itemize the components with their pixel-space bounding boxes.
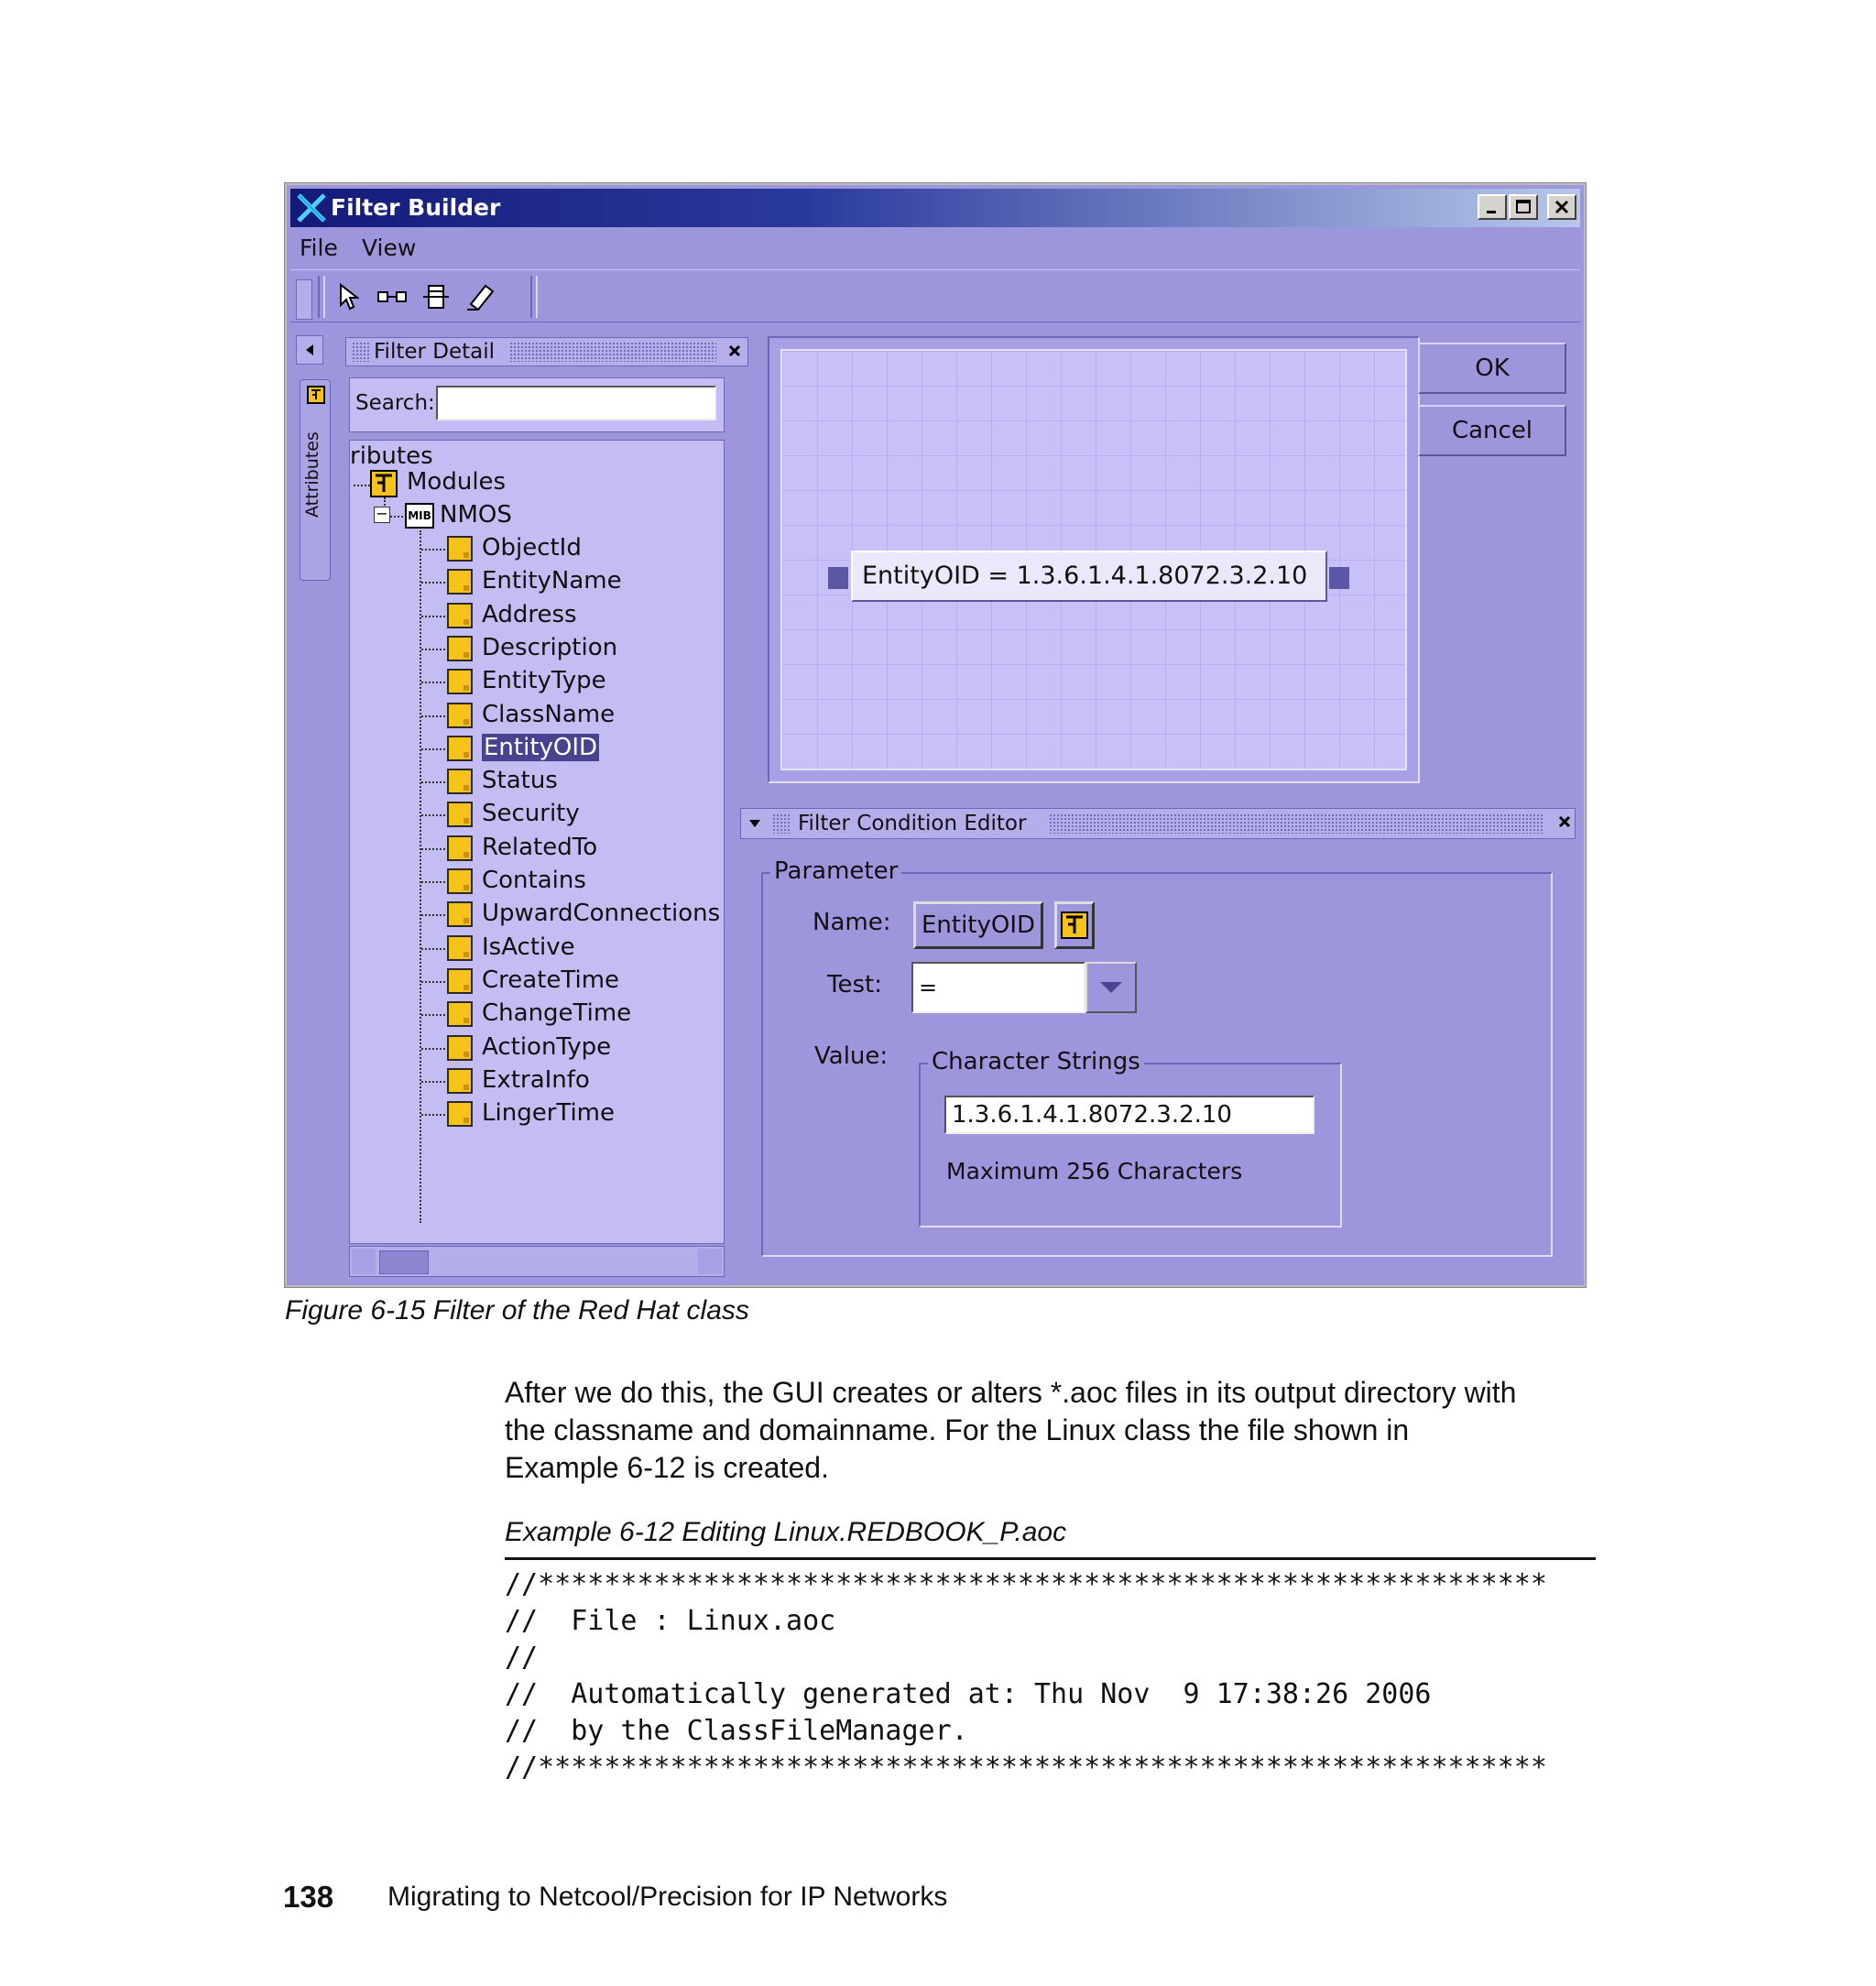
- close-icon: [728, 344, 741, 357]
- tree-item-label: Address: [482, 601, 577, 628]
- eraser-tool-button[interactable]: [463, 279, 497, 314]
- paragraph-line: the classname and domainname. For the Linux class the file shown in: [505, 1413, 1410, 1446]
- attribute-icon: [447, 769, 473, 794]
- minimize-icon: [1485, 200, 1500, 214]
- code-line: // by the ClassFileManager.: [505, 1715, 968, 1747]
- ok-button[interactable]: OK: [1418, 343, 1566, 394]
- tree-connector: [421, 1014, 445, 1016]
- drag-grip[interactable]: [1049, 813, 1543, 834]
- tree-item-label: ClassName: [482, 701, 616, 728]
- condition-editor-title: Filter Condition Editor: [798, 812, 1027, 835]
- node-input-port[interactable]: [828, 567, 848, 589]
- attribute-icon: [447, 1101, 473, 1127]
- attribute-icon: [447, 636, 473, 661]
- chevron-down-icon: [1099, 980, 1123, 995]
- tree-item-label: EntityType: [482, 667, 606, 694]
- maximize-button[interactable]: [1509, 194, 1538, 220]
- canvas-grid[interactable]: [780, 349, 1407, 770]
- attributes-tab-label: Attributes: [302, 431, 322, 518]
- collapse-left-button[interactable]: [296, 335, 323, 365]
- group-icon: [421, 283, 451, 311]
- mib-icon: MIB: [405, 503, 434, 529]
- collapse-toggle-icon[interactable]: −: [374, 507, 390, 523]
- paragraph-line: Example 6-12 is created.: [505, 1451, 829, 1484]
- tree-connector: [354, 485, 370, 486]
- attribute-icon: [447, 901, 473, 927]
- footer-title: Migrating to Netcool/Precision for IP Networks: [387, 1882, 948, 1912]
- tree-item-label: UpwardConnections: [482, 900, 721, 927]
- filter-detail-close-button[interactable]: [724, 340, 746, 364]
- tree-connector: [421, 948, 445, 950]
- test-dropdown-button[interactable]: [1085, 962, 1137, 1013]
- title-bar[interactable]: [290, 189, 1580, 227]
- tree-connector: [421, 881, 445, 883]
- attribute-icon: [447, 703, 473, 728]
- tree-connector: [421, 914, 445, 916]
- search-input[interactable]: [436, 386, 716, 420]
- example-separator: [505, 1557, 1596, 1560]
- attribute-icon: [447, 968, 473, 994]
- tree-connector: [421, 715, 445, 717]
- filter-detail-title: Filter Detail: [374, 340, 496, 364]
- attribute-icon: [447, 1068, 473, 1094]
- toolbar-grip-handle[interactable]: [296, 279, 312, 320]
- scroll-thumb[interactable]: [379, 1250, 429, 1274]
- attribute-icon: [447, 569, 473, 595]
- tree-connector: [421, 616, 445, 617]
- drag-grip[interactable]: [352, 342, 370, 362]
- window-title: Filter Builder: [331, 194, 501, 221]
- character-strings-group: [919, 1063, 1342, 1228]
- drag-grip[interactable]: [509, 342, 716, 362]
- tree-item-label: EntityOID: [484, 734, 598, 761]
- close-icon: [1554, 200, 1569, 214]
- tree-label: Modules: [407, 468, 507, 496]
- body-paragraph: [505, 1374, 1604, 1487]
- toolbar-separator: [318, 276, 325, 318]
- tree-item-label: ChangeTime: [482, 999, 632, 1027]
- chevron-down-icon: [748, 818, 761, 829]
- tree-item-label: ObjectId: [482, 534, 582, 562]
- filter-builder-window: [285, 183, 1586, 1287]
- tree-item-label: Contains: [482, 867, 586, 894]
- test-operator-select[interactable]: =: [911, 962, 1085, 1013]
- condition-node[interactable]: EntityOID = 1.3.6.1.4.1.8072.3.2.10: [851, 551, 1327, 602]
- tree-horizontal-scrollbar[interactable]: [349, 1246, 725, 1277]
- parameter-group-label: Parameter: [770, 857, 901, 885]
- node-output-port[interactable]: [1329, 567, 1349, 589]
- filter-canvas: [768, 336, 1420, 783]
- tree-connector: [420, 530, 421, 1223]
- figure-caption: Figure 6-15 Filter of the Red Hat class: [285, 1295, 749, 1326]
- scroll-left-button[interactable]: [352, 1249, 376, 1274]
- tree-item-label: Status: [482, 767, 558, 794]
- code-block: [505, 1568, 1547, 1788]
- close-button[interactable]: [1547, 194, 1576, 220]
- attribute-icon: [447, 669, 473, 694]
- tree-item-label: ExtraInfo: [482, 1066, 590, 1094]
- code-line: //*************************************************************: [505, 1751, 1547, 1784]
- connect-icon: [376, 288, 408, 306]
- cancel-button[interactable]: Cancel: [1418, 405, 1566, 456]
- attribute-icon: [447, 835, 473, 861]
- attribute-icon: [447, 536, 473, 562]
- code-line: //: [505, 1642, 539, 1674]
- tree-connector: [421, 682, 445, 683]
- tree-connector: [421, 1048, 445, 1050]
- attribute-icon: [447, 802, 473, 827]
- toolbar: [290, 269, 1580, 322]
- menu-bar: [290, 231, 1580, 267]
- tree-root-label: ributes: [350, 442, 433, 470]
- filter-detail-panel: [290, 332, 758, 1284]
- attributes-side-tab[interactable]: [300, 379, 331, 581]
- name-label: Name:: [813, 909, 891, 936]
- tree-item-label: RelatedTo: [482, 834, 598, 861]
- attribute-picker-button[interactable]: [1054, 901, 1095, 949]
- tree-connector: [421, 748, 445, 750]
- max-characters-hint: Maximum 256 Characters: [946, 1158, 1243, 1184]
- menu-file[interactable]: File: [300, 235, 338, 261]
- tree-item-label: LingerTime: [482, 1099, 616, 1127]
- attribute-icon: [447, 603, 473, 628]
- tree-connector: [421, 582, 445, 584]
- tree-connector: [421, 981, 445, 983]
- attribute-icon: [447, 736, 473, 761]
- arrow-left-icon: [304, 344, 315, 356]
- app-x-icon: [296, 192, 327, 224]
- attribute-icon: [447, 935, 473, 961]
- code-line: //*************************************************************: [505, 1568, 1547, 1600]
- tree-item-label: Security: [482, 800, 580, 827]
- tree-label: NMOS: [440, 501, 512, 529]
- connect-tool-button[interactable]: [375, 279, 409, 314]
- attribute-tree: [349, 440, 725, 1244]
- attribute-icon: [447, 868, 473, 894]
- paragraph-line: After we do this, the GUI creates or alters *.aoc files in its output directory with: [505, 1376, 1517, 1409]
- tree-connector: [421, 549, 445, 551]
- eraser-icon: [465, 282, 495, 311]
- tree-item-label: IsActive: [482, 933, 575, 961]
- minimize-button[interactable]: [1478, 194, 1507, 220]
- search-area: [349, 377, 725, 432]
- test-label: Test:: [827, 971, 882, 998]
- tree-item-label: ActionType: [482, 1033, 612, 1061]
- tree-connector: [421, 1081, 445, 1083]
- search-label: Search:: [355, 391, 435, 415]
- tree-item-label: CreateTime: [482, 966, 620, 994]
- tree-connector: [390, 516, 403, 518]
- scroll-right-button[interactable]: [698, 1249, 722, 1274]
- attribute-tree-icon: [1061, 911, 1088, 939]
- condition-editor-header[interactable]: [740, 808, 1576, 839]
- code-line: // File : Linux.aoc: [505, 1605, 836, 1637]
- value-label: Value:: [814, 1042, 889, 1070]
- menu-view[interactable]: View: [362, 235, 417, 261]
- filter-detail-header[interactable]: [345, 337, 748, 366]
- drag-grip[interactable]: [772, 813, 791, 834]
- attribute-icon: [447, 1001, 473, 1027]
- tree-connector: [421, 848, 445, 850]
- tree-item-label: Description: [482, 634, 618, 661]
- group-tool-button[interactable]: [419, 279, 453, 314]
- toolbar-separator: [530, 276, 538, 318]
- example-caption: Example 6-12 Editing Linux.REDBOOK_P.aoc: [505, 1517, 1067, 1547]
- condition-editor-close-button[interactable]: [1558, 811, 1571, 833]
- tree-connector: [421, 649, 445, 650]
- close-icon: [1558, 815, 1571, 828]
- select-tool-button[interactable]: [331, 279, 365, 314]
- tree-connector: [421, 781, 445, 783]
- attribute-icon: [447, 1035, 473, 1061]
- modules-icon: [370, 470, 398, 497]
- name-value-button[interactable]: EntityOID: [913, 901, 1043, 949]
- code-line: // Automatically generated at: Thu Nov 9 17:38:26 2006: [505, 1678, 1432, 1710]
- maximize-icon: [1515, 199, 1532, 215]
- value-input[interactable]: 1.3.6.1.4.1.8072.3.2.10: [944, 1096, 1314, 1134]
- select-arrow-icon: [337, 283, 359, 311]
- character-strings-label: Character Strings: [928, 1048, 1144, 1075]
- tree-item-label: EntityName: [482, 567, 622, 595]
- page-number: 138: [283, 1880, 334, 1914]
- tree-connector: [421, 814, 445, 816]
- tree-connector: [421, 1114, 445, 1116]
